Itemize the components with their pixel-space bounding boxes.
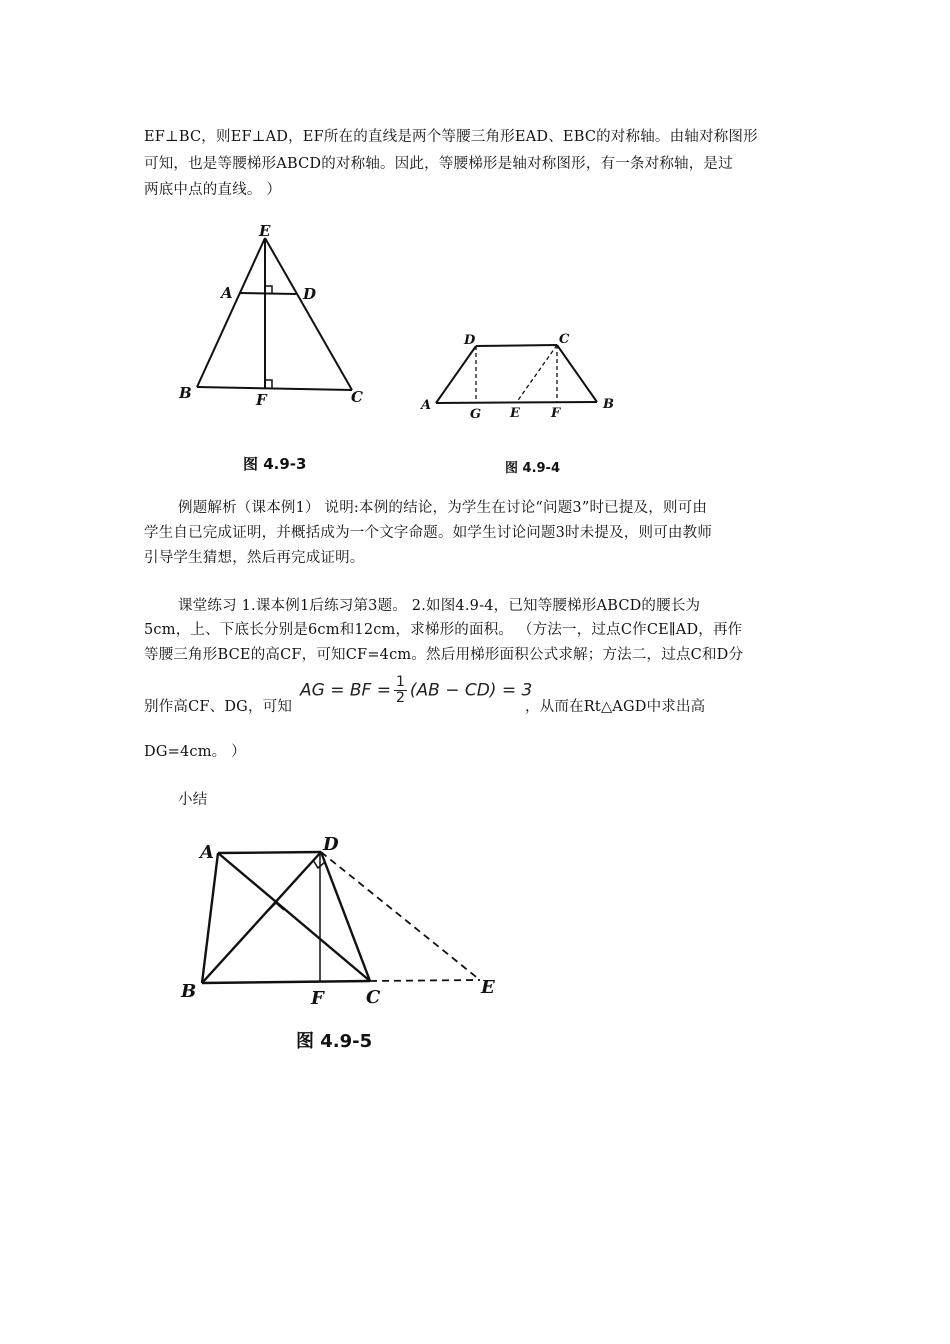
- fig3-line-AD: [218, 852, 321, 853]
- fraction-denominator: 2: [395, 690, 405, 706]
- text-line: 例题解析（课本例1） 说明:本例的结论，为学生在讨论“问题3”时已提及，则可由: [178, 500, 708, 516]
- fig2-dashed-CE: [516, 345, 557, 403]
- fig1-label-A: A: [221, 284, 233, 302]
- fig1-line-BC: [197, 387, 352, 390]
- text-line: DG=4cm。 ）: [144, 744, 246, 760]
- fig2-line-DC: [476, 345, 557, 346]
- fig1-line-EC: [265, 238, 352, 390]
- fig2-label-E: E: [510, 406, 520, 421]
- text-line: 5cm，上、下底长分别是6cm和12cm，求梯形的面积。 （方法一，过点C作CE∥AD，再作: [144, 622, 743, 638]
- figure-caption: 图 4.9-5: [296, 1031, 373, 1052]
- fig2-label-F: F: [551, 406, 561, 421]
- text-line: 课堂练习 1.课本例1后练习第3题。 2.如图4.9-4，已知等腰梯形ABCD的腰长为: [178, 598, 701, 614]
- fig1-label-E: E: [259, 222, 271, 240]
- fig3-label-E: E: [481, 977, 495, 998]
- fraction-numerator: 1: [395, 674, 405, 690]
- fig3-diagonal-AC: [218, 853, 370, 981]
- fig1-label-D: D: [303, 285, 317, 303]
- text-line: 引导学生猜想，然后再完成证明。: [144, 550, 365, 566]
- text-line: 等腰三角形BCE的高CF，可知CF=4cm。然后用梯形面积公式求解；方法二，过点C和D分: [144, 647, 744, 663]
- fig3-dashed-CE: [370, 980, 480, 981]
- fig2-label-D: D: [464, 333, 476, 348]
- fig3-line-AB: [202, 853, 218, 983]
- fig3-label-F: F: [311, 988, 324, 1009]
- formula-rhs: (AB − CD) = 3: [409, 680, 533, 701]
- fig1-label-C: C: [351, 388, 363, 406]
- text-line: EF⊥BC，则EF⊥AD，EF所在的直线是两个等腰三角形EAD、EBC的对称轴。由轴对称图形: [144, 129, 758, 145]
- figure-4-9-3: [170, 215, 380, 415]
- fig3-right-angle-mark: [313, 860, 325, 868]
- figure-4-9-5: [175, 830, 505, 1010]
- fig1-label-F: F: [256, 391, 267, 409]
- fig1-right-angle-mark: [265, 286, 272, 293]
- fig3-diagonal-BD: [202, 852, 321, 983]
- figure-caption: 图 4.9-3: [243, 455, 307, 473]
- figure-caption: 图 4.9-4: [505, 461, 560, 476]
- figure-4-9-4: [415, 325, 625, 425]
- fig2-line-AD: [436, 346, 476, 403]
- formula-lhs: AG = BF =: [300, 680, 391, 701]
- fig2-line-CB: [557, 345, 597, 402]
- fig3-label-C: C: [366, 987, 381, 1008]
- fig1-label-B: B: [179, 384, 192, 402]
- formula-fraction: [394, 675, 407, 706]
- fig3-label-D: D: [323, 834, 339, 855]
- text-line: 两底中点的直线。 ）: [144, 182, 282, 198]
- summary-heading: 小结: [178, 792, 208, 808]
- text-line: ，从而在Rt△AGD中求出高: [525, 699, 706, 715]
- fig2-label-G: G: [470, 407, 482, 422]
- fig2-label-A: A: [421, 398, 432, 413]
- text-line: 学生自已完成证明，并概括成为一个文字命题。如学生讨论问题3时未提及，则可由教师: [144, 525, 713, 541]
- text-line: 可知，也是等腰梯形ABCD的对称轴。因此，等腰梯形是轴对称图形，有一条对称轴，是过: [144, 156, 733, 172]
- fig1-line-AD: [239, 293, 296, 294]
- fig3-line-BC: [202, 981, 370, 983]
- fig1-line-EB: [197, 238, 265, 387]
- formula-ag-bf: [300, 675, 532, 706]
- fig2-label-B: B: [603, 397, 614, 412]
- fig3-label-B: B: [181, 981, 197, 1002]
- fig1-right-angle-mark: [265, 380, 272, 388]
- fig2-label-C: C: [559, 332, 570, 347]
- text-line: 别作高CF、DG，可知: [144, 699, 293, 715]
- fig3-label-A: A: [200, 842, 214, 863]
